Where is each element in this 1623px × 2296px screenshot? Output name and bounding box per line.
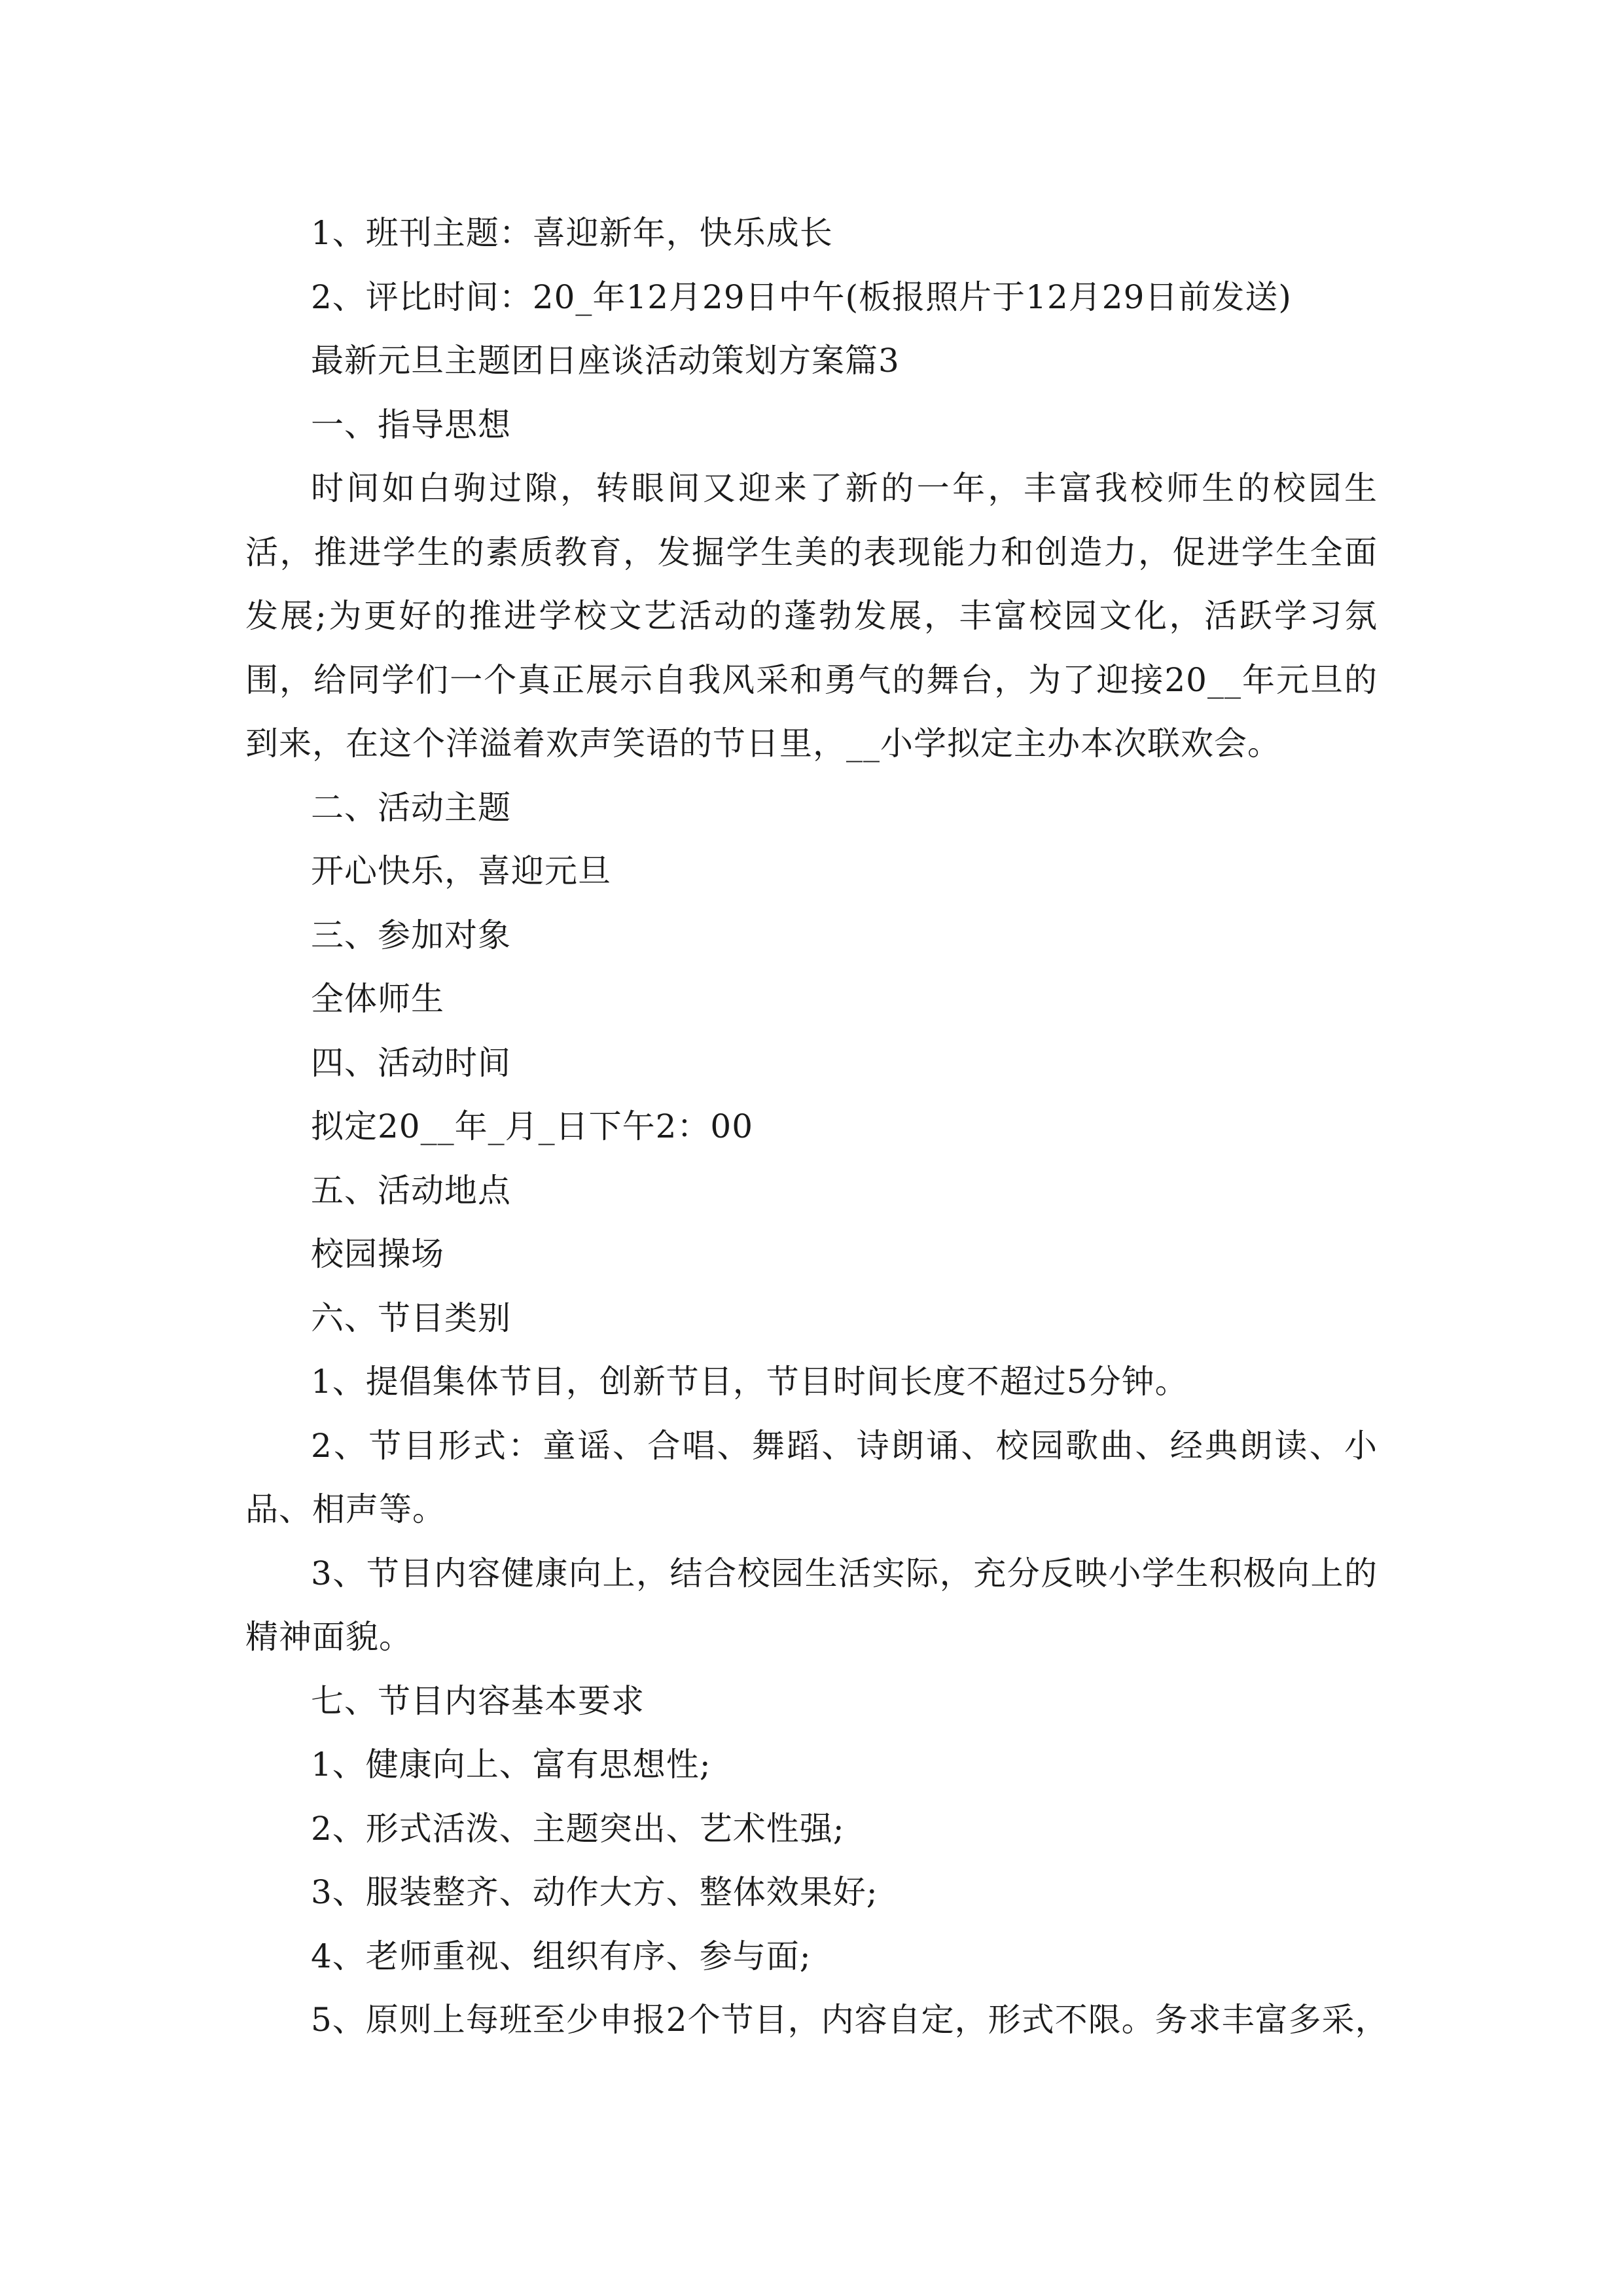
participants-text: 全体师生 [311,980,444,1018]
heading-content-requirements: 七、节目内容基本要求 [311,1681,645,1720]
heading-activity-location: 五、活动地点 [311,1171,511,1210]
requirement-5: 5、原则上每班至少申报2个节目，内容自定，形式不限。务求丰富多采， [311,2001,1389,2039]
requirement-3: 3、服装整齐、动作大方、整体效果好; [311,1873,878,1911]
heading-activity-time: 四、活动时间 [311,1043,511,1082]
requirement-1: 1、健康向上、富有思想性; [311,1746,711,1784]
heading-program-category: 六、节目类别 [311,1299,511,1337]
requirement-4: 4、老师重视、组织有序、参与面; [311,1937,812,1975]
heading-participants: 三、参加对象 [311,916,511,954]
document-body [245,202,1389,2053]
requirement-2: 2、形式活泼、主题突出、艺术性强; [311,1809,845,1848]
heading-guiding-thought: 一、指导思想 [311,405,511,444]
guiding-paragraph: 时间如白驹过隙，转眼间又迎来了新的一年，丰富我校师生的校园生活，推进学生的素质教育，发掘学生美的表现能力和创造力，促进学生全面发展;为更好的推进学校文艺活动的蓬勃发展，丰富校园文化，活跃学习氛围，给同学们一个真正展示自我风采和勇气的舞台，为了迎接20__年元旦的到来，在这个洋溢着欢声笑语的节日里，__小学拟定主办本次联欢会。 [245,469,1378,762]
program-item-1: 1、提倡集体节目，创新节目，节目时间长度不超过5分钟。 [311,1363,1188,1401]
line-theme: 1、班刊主题：喜迎新年，快乐成长 [311,214,833,252]
activity-location-text: 校园操场 [311,1235,444,1273]
program-item-3: 3、节目内容健康向上，结合校园生活实际，充分反映小学生积极向上的精神面貌。 [245,1554,1378,1656]
activity-time-text: 拟定20__年_月_日下午2：00 [311,1107,754,1145]
heading-activity-theme: 二、活动主题 [311,788,511,827]
section-title: 最新元旦主题团日座谈活动策划方案篇3 [311,342,900,380]
activity-theme-text: 开心快乐，喜迎元旦 [311,852,611,890]
program-item-2: 2、节目形式：童谣、合唱、舞蹈、诗朗诵、校园歌曲、经典朗读、小品、相声等。 [245,1426,1378,1528]
line-judging-time: 2、评比时间：20_年12月29日中午(板报照片于12月29日前发送) [311,278,1292,316]
